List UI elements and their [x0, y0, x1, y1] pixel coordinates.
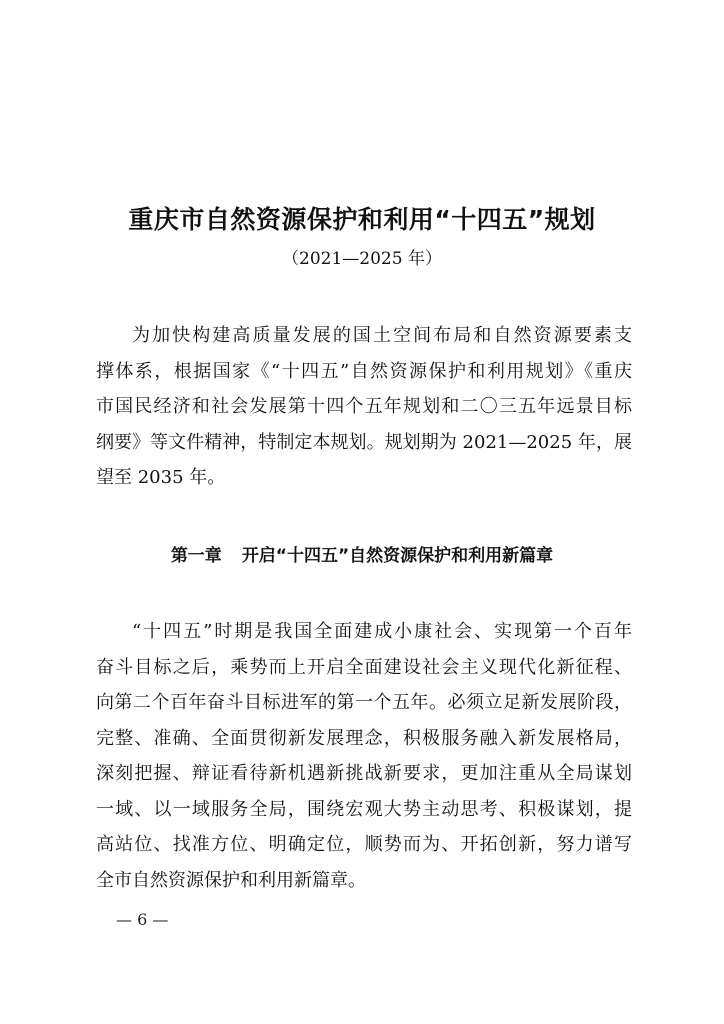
paragraph-line: 一域、以一域服务全局，围绕宏观大势主动思考、积极谋划，提: [96, 798, 632, 820]
paragraph-line: 纲要》等文件精神，特制定本规划。规划期为 2021—2025 年，展: [96, 431, 632, 453]
paragraph-line: 完整、准确、全面贯彻新发展理念，积极服务融入新发展格局，: [96, 727, 632, 749]
intro-paragraph: [96, 318, 632, 496]
paragraph-line: 深刻把握、辩证看待新机遇新挑战新要求，更加注重从全局谋划: [96, 763, 632, 784]
paragraph-line: 撑体系，根据国家《“十四五”自然资源保护和利用规划》《重庆: [96, 360, 632, 382]
paragraph-line: 望至 2035 年。: [96, 467, 226, 488]
paragraph-line: 向第二个百年奋斗目标进军的第一个五年。必须立足新发展阶段，: [96, 692, 632, 713]
page-number: — 6 —: [116, 910, 169, 929]
document-period: （2021—2025 年）: [282, 249, 442, 269]
paragraph-line: 奋斗目标之后，乘势而上开启全面建设社会主义现代化新征程、: [96, 656, 632, 678]
paragraph-line: “十四五”时期是我国全面建成小康社会、实现第一个百年: [132, 621, 632, 642]
chapter-title: 开启“十四五”自然资源保护和利用新篇章: [241, 546, 554, 566]
paragraph-line: 市国民经济和社会发展第十四个五年规划和二〇三五年远景目标: [96, 396, 632, 417]
chapter-heading: [0, 542, 724, 570]
document-title: 重庆市自然资源保护和利用“十四五”规划: [128, 205, 596, 234]
paragraph-line: 高站位、找准方位、明确定位，顺势而为、开拓创新，努力谱写: [96, 834, 632, 855]
paragraph-line: 为加快构建高质量发展的国土空间布局和自然资源要素支: [132, 325, 632, 346]
paragraph-line: 全市自然资源保护和利用新篇章。: [96, 869, 366, 891]
body-paragraph: [96, 614, 632, 898]
chapter-label: 第一章: [170, 546, 222, 566]
